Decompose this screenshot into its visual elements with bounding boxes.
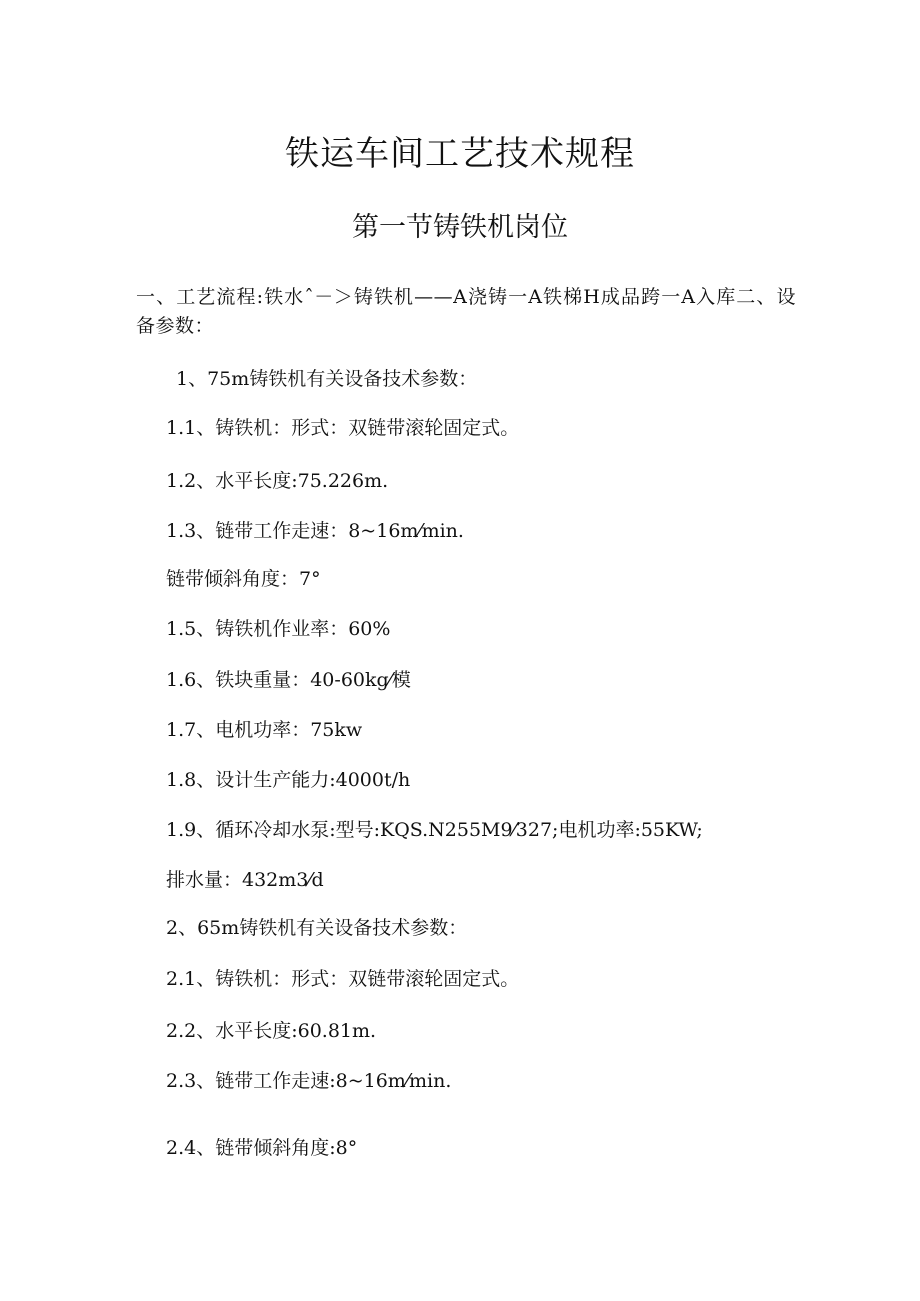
param-line-1-5: 1.5、铸铁机作业率：60% xyxy=(166,618,391,640)
param-heading-65m: 2、65m铸铁机有关设备技术参数： xyxy=(166,917,468,939)
param-heading-75m: 1、75m铸铁机有关设备技术参数： xyxy=(176,368,478,390)
param-line-2-3: 2.3、链带工作走速:8~16m⁄min. xyxy=(166,1070,452,1092)
param-line-2-2: 2.2、水平长度:60.81m. xyxy=(166,1020,377,1042)
document-title: 铁运车间工艺技术规程 xyxy=(285,134,635,174)
section-title: 第一节铸铁机岗位 xyxy=(352,212,568,243)
param-line-1-1: 1.1、铸铁机：形式：双链带滚轮固定式。 xyxy=(166,417,520,439)
param-line-1-7: 1.7、电机功率：75kw xyxy=(166,719,363,741)
process-flow-paragraph: 一、工艺流程:铁水ˆ－＞铸铁机——A浇铸一A铁梯H成品跨一A入库二、设备参数： xyxy=(136,286,796,337)
param-line-1-3: 1.3、链带工作走速：8~16m⁄min. xyxy=(166,520,464,542)
param-line-2-4: 2.4、链带倾斜角度:8° xyxy=(166,1137,358,1159)
param-line-2-1: 2.1、铸铁机：形式：双链带滚轮固定式。 xyxy=(166,968,520,990)
param-line-1-6: 1.6、铁块重量：40-60kg⁄模 xyxy=(166,669,411,691)
param-line-1-2: 1.2、水平长度:75.226m. xyxy=(166,470,389,492)
param-line-1-9: 1.9、循环冷却水泵:型号:KQS.N255M9⁄327;电机功率:55KW; xyxy=(166,819,703,841)
param-line-1-8: 1.8、设计生产能力:4000t/h xyxy=(166,769,411,791)
param-line-discharge: 排水量：432m3⁄d xyxy=(166,869,324,891)
param-line-tilt: 链带倾斜角度：7° xyxy=(166,568,321,590)
